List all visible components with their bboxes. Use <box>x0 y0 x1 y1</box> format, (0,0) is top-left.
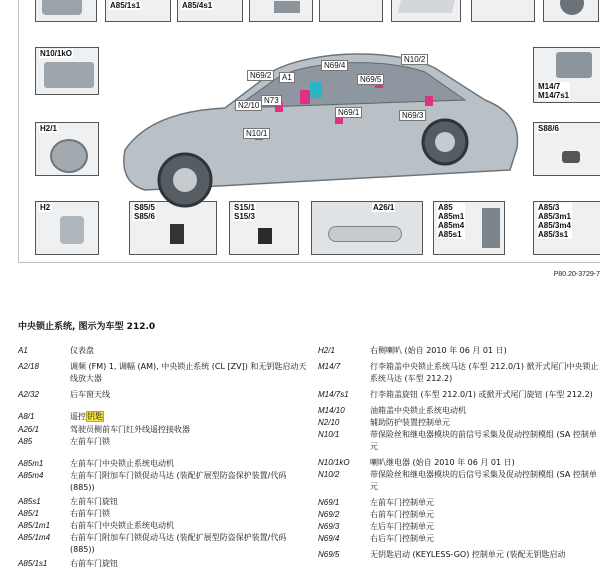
antenna-image <box>398 0 457 13</box>
callout-label: A1 <box>279 72 295 83</box>
legend-row: N69/2 右前车门控制单元 <box>318 510 434 519</box>
legend-row: A8/1 遥控钥匙 <box>18 412 103 421</box>
box-label: H2 <box>40 203 51 212</box>
component-box <box>533 47 600 103</box>
legend-row: M14/7 行李箱盖中央锁止系统马达 (车型 212.0/1) 掀开式尾门中央锁止系统马达 (车型 212.2) <box>318 362 599 383</box>
switch-image <box>562 151 580 163</box>
component-marker <box>310 82 322 98</box>
legend-row: H2/1 右侧喇叭 (始自 2010 年 06 月 01 日) <box>318 346 507 355</box>
section-heading: 中央锁止系统, 图示为车型 212.0 <box>18 322 156 332</box>
component-box <box>543 0 599 22</box>
legend-row: N69/3 左后车门控制单元 <box>318 522 434 531</box>
trunk-motor-image <box>556 52 592 78</box>
component-box <box>105 0 171 22</box>
callout-label: N73 <box>261 95 282 106</box>
box-label: N10/1kO <box>40 49 73 58</box>
component-box <box>35 0 97 22</box>
callout-label: N69/2 <box>247 70 274 81</box>
legend-row: A85m1 左前车门中央锁止系统电动机 <box>18 459 174 468</box>
component-box <box>391 0 461 22</box>
legend-row: A26/1 驾驶员侧前车门红外线遥控接收器 <box>18 425 190 434</box>
component-box <box>177 0 243 22</box>
legend-row: A85/1 右前车门锁 <box>18 509 110 518</box>
legend-row: M14/10 油箱盖中央锁止系统电动机 <box>318 406 466 415</box>
legend-row: A1 仪表盘 <box>18 346 94 355</box>
door-lock-image <box>42 0 82 15</box>
horn-image <box>560 0 584 15</box>
legend-row: M14/7s1 行李箱盖旋钮 (车型 212.0/1) 或掀开式尾门旋钮 (车型 212.2) <box>318 390 593 399</box>
component-location-figure <box>18 0 600 263</box>
callout-label: N69/5 <box>357 74 384 85</box>
legend-row: A2/18 调频 (FM) 1, 调幅 (AM), 中央锁止系统 (CL [ZV]) 和无钥匙启动天线放大器 <box>18 362 307 383</box>
legend-row: N10/1kO 喇叭继电器 (始自 2010 年 06 月 01 日) <box>318 458 515 467</box>
component-box <box>249 0 313 22</box>
component-box <box>35 47 99 95</box>
switch-image <box>170 224 184 244</box>
legend-row: N10/2 带保险丝和继电器模块的后信号采集及促动控制模组 (SA 控制单元 <box>318 470 597 491</box>
component-box <box>35 122 99 176</box>
figure-id: P80.20-3729-7 <box>553 271 600 278</box>
box-label: A85/4s1 <box>182 1 213 10</box>
horn-image <box>60 216 84 244</box>
callout-label: N69/1 <box>335 107 362 118</box>
highlighted-term: 钥匙 <box>87 412 103 421</box>
legend-row: A85m4 左前车门附加车门锁促动马达 (装配扩展型防盗保护装置/代码 (885)) <box>18 471 287 492</box>
component-box <box>533 122 600 176</box>
callout-label: N69/4 <box>321 60 348 71</box>
box-label: S15/1 S15/3 <box>234 203 255 221</box>
legend-row: N69/1 左前车门控制单元 <box>318 498 434 507</box>
box-label: S85/5 S85/6 <box>134 203 155 221</box>
callout-label: N69/3 <box>399 110 426 121</box>
box-label: A26/1 <box>373 203 395 212</box>
legend-row: A85s1 左前车门旋钮 <box>18 497 118 506</box>
door-handle-image <box>328 226 402 242</box>
legend-left-column <box>18 345 308 570</box>
component-marker <box>300 90 310 104</box>
callout-label: N2/10 <box>235 100 262 111</box>
component-box <box>319 0 383 22</box>
box-label: H2/1 <box>40 124 57 133</box>
legend-row: A85/1m4 右前车门附加车门锁促动马达 (装配扩展型防盗保护装置/代码 (885)) <box>18 533 287 554</box>
legend-row: A85/1s1 右前车门旋钮 <box>18 559 118 568</box>
callout-label: N10/2 <box>401 54 428 65</box>
legend-row: A85 左前车门锁 <box>18 437 110 446</box>
component-box <box>471 0 535 22</box>
car-illustration <box>105 30 525 220</box>
legend-row: N2/10 辅助防护装置控制单元 <box>318 418 450 427</box>
box-label: A85/3 A85/3m1 A85/3m4 A85/3s1 <box>538 203 571 239</box>
legend-row: A85/1m1 右前车门中央锁止系统电动机 <box>18 521 174 530</box>
box-label: A85/1s1 <box>110 1 141 10</box>
component-box <box>533 201 600 255</box>
legend-right-column <box>318 345 600 561</box>
callout-label: N10/1 <box>243 128 270 139</box>
switch-image <box>258 228 272 244</box>
horn-image <box>50 139 88 173</box>
component-box <box>35 201 99 255</box>
legend-row: N10/1 带保险丝和继电器模块的前信号采集及促动控制模组 (SA 控制单元 <box>318 430 597 451</box>
relay-image <box>44 62 94 88</box>
legend-row: A2/32 后车窗天线 <box>18 390 110 399</box>
legend-row: N69/5 无钥匙启动 (KEYLESS-GO) 控制单元 (装配无钥匙启动 <box>318 550 566 559</box>
box-label: M14/7 M14/7s1 <box>538 82 570 100</box>
legend-row: N69/4 右后车门控制单元 <box>318 534 434 543</box>
module-image <box>274 1 300 13</box>
box-label: A85 A85m1 A85m4 A85s1 <box>438 203 465 239</box>
component-marker <box>425 96 433 106</box>
box-label: S88/6 <box>538 124 559 133</box>
